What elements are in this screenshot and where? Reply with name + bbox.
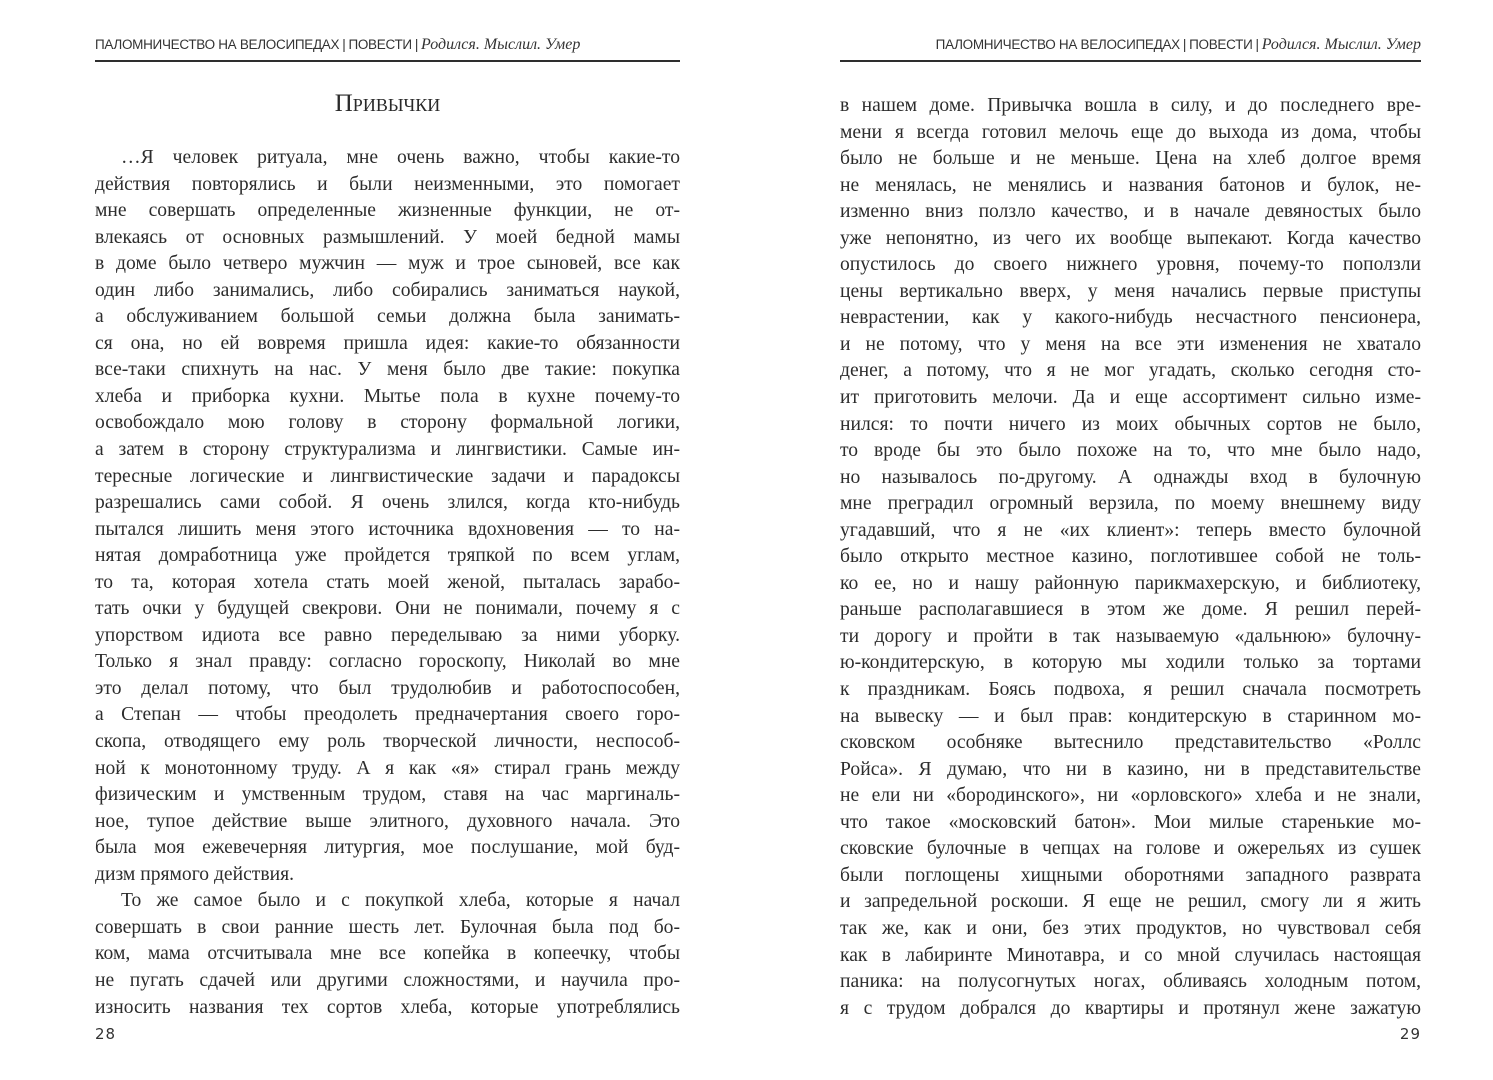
text-line: что такое «московский батон». Мои милые старенькие мо- [840, 811, 1421, 833]
page-number: 28 [95, 1025, 117, 1043]
text-line: уже непонятно, из чего их вообще выпекают. Когда качество [840, 227, 1421, 249]
text-line: тать очки у будущей свекрови. Они не понимали, почему я с [95, 598, 680, 620]
text-line: износить названия тех сортов хлеба, которые употреблялись [95, 996, 680, 1018]
text-line: были поглощены хищными оборотнями западного разврата [840, 864, 1421, 886]
text-line: пытался лишить меня этого источника вдохновения — то на- [95, 518, 680, 540]
text-line: угадавший, что я не «их клиент»: теперь вместо булочной [840, 519, 1421, 541]
section-title: ПОВЕСТИ [1189, 37, 1253, 52]
story-title: Родился. Мыслил. Умер [1261, 36, 1421, 53]
text-line: как в лабиринте Минотавра, и со мной случилась настоящая [840, 944, 1421, 966]
text-line: сковские булочные в чепцах на голове и ожерельях из сушек [840, 838, 1421, 860]
text-line: было открыто местное казино, поглотившее собой не толь- [840, 546, 1421, 568]
section-title: ПОВЕСТИ [348, 37, 412, 52]
text-line: а затем в сторону структурализма и лингвистики. Самые ин- [95, 439, 680, 461]
text-line: а обслуживанием большой семьи должна была занимать- [95, 306, 680, 328]
text-line: мени я всегда готовил мелочь еще до выхода из дома, чтобы [840, 121, 1421, 143]
header-rule [840, 60, 1421, 62]
text-line: ко ее, но и нашу районную парикмахерскую, и библиотеку, [840, 572, 1421, 594]
separator: | [1255, 37, 1259, 52]
text-line: действия повторялись и были неизменными, это помогает [95, 173, 680, 195]
text-line: мне преградил огромный верзила, по моему внешнему виду [840, 493, 1421, 515]
text-line: изменно вниз ползло качество, и в начале девяностых было [840, 201, 1421, 223]
text-line: раньше располагавшиеся в этом же доме. Я решил перей- [840, 599, 1421, 621]
text-line: в доме было четверо мужчин — муж и трое сыновей, все как [95, 253, 680, 275]
text-line: на вывеску — и был прав: кондитерскую в старинном мо- [840, 705, 1421, 727]
text-line: не пугать сдачей или другими сложностями, и научила про- [95, 969, 680, 991]
text-line: то та, которая хотела стать моей женой, пыталась зарабо- [95, 571, 680, 593]
text-line: не ели ни «бородинского», ни «орловского» хлеба и не знали, [840, 785, 1421, 807]
text-line: скопа, отводящего ему роль творческой личности, неспособ- [95, 731, 680, 753]
header-rule [95, 60, 680, 62]
text-line: и не потому, что у меня на все эти изменения не хватало [840, 333, 1421, 355]
text-line: ю-кондитерскую, в которую мы ходили только за тортами [840, 652, 1421, 674]
body-text [840, 93, 1421, 1022]
text-line: неврастении, как у какого-нибудь несчастного пенсионера, [840, 307, 1421, 329]
book-title: ПАЛОМНИЧЕСТВО НА ВЕЛОСИПЕДАХ [95, 37, 340, 52]
separator: | [414, 37, 419, 52]
text-line: нятая домработница уже пройдется тряпкой по всем углам, [95, 545, 680, 567]
running-head [95, 36, 580, 54]
right-page [746, 0, 1493, 1080]
text-line: в нашем доме. Привычка вошла в силу, и до последнего вре- [840, 95, 1421, 116]
running-head [936, 36, 1421, 54]
text-line: паника: на полусогнутых ногах, обливаясь холодным потом, [840, 971, 1421, 993]
text-line: была моя ежевечерняя литургия, мое послушание, мой буд- [95, 837, 680, 859]
body-text [95, 145, 680, 1021]
text-line: тересные логические и лингвистические задачи и парадоксы [95, 465, 680, 487]
text-line: так же, как и они, без этих продуктов, но чувствовал себя [840, 917, 1421, 939]
story-title: Родился. Мыслил. Умер [421, 36, 581, 53]
text-line: ком, мама отсчитывала мне все копейка в копеечку, чтобы [95, 943, 680, 965]
text-line: не менялась, не менялись и названия батонов и булок, не- [840, 174, 1421, 196]
text-line: физическим и умственным трудом, ставя на час маргиналь- [95, 784, 680, 806]
left-page [0, 0, 746, 1080]
text-line: мне совершать определенные жизненные функции, не от- [95, 200, 680, 222]
text-line: к праздникам. Боясь подвоха, я решил сначала посмотреть [840, 679, 1421, 701]
text-line: все-таки спихнуть на нас. У меня было две такие: покупка [95, 359, 680, 381]
text-line: это делал потому, что был трудолюбив и работоспособен, [95, 677, 680, 699]
separator: | [1182, 37, 1187, 52]
text-line: ной к монотонному труду. А я как «я» стирал грань между [95, 757, 680, 779]
text-line: ит приготовить мелочи. Да и еще ассортимент сильно изме- [840, 387, 1421, 409]
text-line: упорством идиота все равно переделываю за ними уборку. [95, 624, 680, 646]
text-line: цены вертикально вверх, у меня начались первые приступы [840, 280, 1421, 302]
text-line: освобождало мою голову в сторону формальной логики, [95, 412, 680, 434]
text-line: Ройса». Я думаю, что ни в казино, ни в представительстве [840, 758, 1421, 780]
text-line: то вроде бы это было похоже на то, что мне было надо, [840, 440, 1421, 462]
text-line: а Степан — чтобы преодолеть предначертания своего горо- [95, 704, 680, 726]
text-line: Только я знал правду: согласно гороскопу, Николай во мне [95, 651, 680, 673]
text-line: дизм прямого действия. [95, 863, 295, 885]
text-line: было не больше и не меньше. Цена на хлеб долгое время [840, 148, 1421, 170]
book-title: ПАЛОМНИЧЕСТВО НА ВЕЛОСИПЕДАХ [935, 37, 1180, 52]
text-line: но называлось по-другому. А однажды вход в булочную [840, 466, 1421, 488]
page-number: 29 [1399, 1025, 1421, 1043]
text-line: один либо занимались, либо собирались заниматься наукой, [95, 279, 680, 301]
text-line: и запредельной роскоши. Я еще не решил, смогу ли я жить [840, 891, 1421, 913]
text-line: я с трудом добрался до квартиры и протянул жене зажатую [840, 997, 1421, 1019]
chapter-title: Привычки [334, 90, 441, 117]
text-line: То же самое было и с покупкой хлеба, которые я начал [121, 890, 680, 912]
text-line: ти дорогу и пройти в так называемую «дальнюю» булочну- [840, 625, 1421, 647]
text-line: сковском особняке вытеснило представительство «Роллс [840, 732, 1421, 754]
text-line: совершать в свои ранние шесть лет. Булочная была под бо- [95, 916, 680, 938]
text-line: ся она, но ей вовремя пришла идея: какие-то обязанности [95, 332, 680, 354]
text-line: разрешались сами собой. Я очень злился, когда кто-нибудь [95, 492, 680, 514]
text-line: хлеба и приборка кухни. Мытье пола в кухне почему-то [95, 385, 680, 407]
text-line: денег, а потому, что я не мог угадать, сколько сегодня сто- [840, 360, 1421, 382]
text-line: …Я человек ритуала, мне очень важно, чтобы какие-то [121, 147, 680, 168]
separator: | [342, 37, 346, 52]
text-line: ное, тупое действие выше элитного, духовного начала. Это [95, 810, 680, 832]
text-line: опустилось до своего нижнего уровня, почему-то поползли [840, 254, 1421, 276]
text-line: влекаясь от основных размышлений. У моей бедной мамы [95, 226, 680, 248]
text-line: нился: то почти ничего из моих обычных сортов не было, [840, 413, 1421, 435]
